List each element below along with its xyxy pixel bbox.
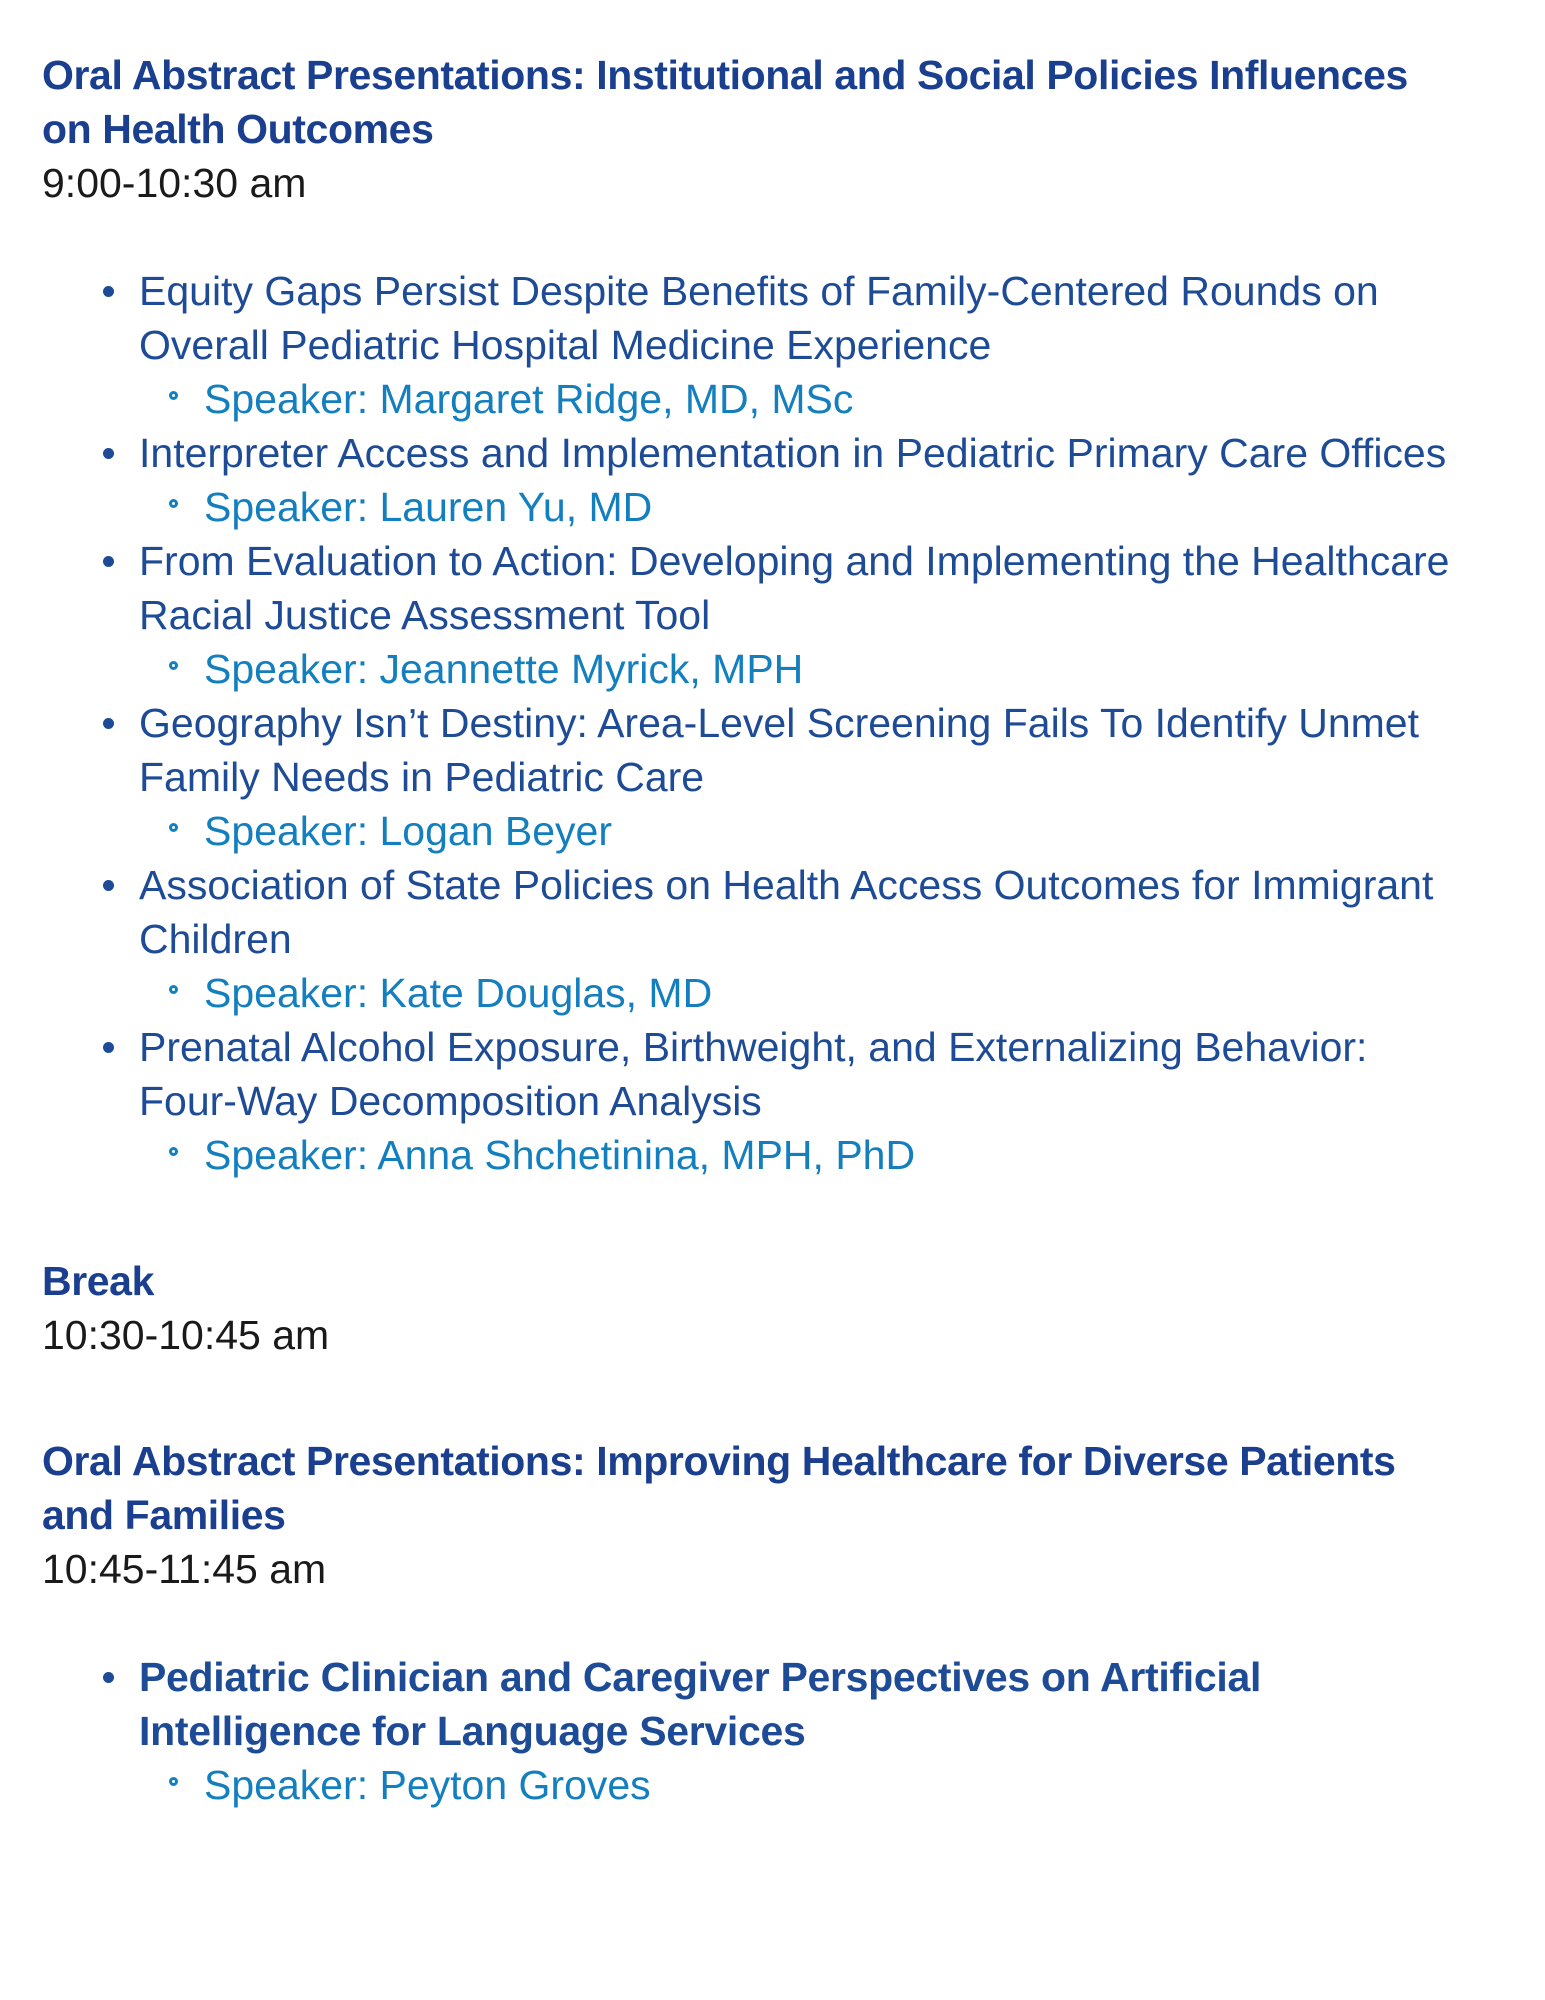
abstract-item [42,264,1485,426]
bullet-circle-icon [169,499,178,508]
speaker-text: Speaker: Lauren Yu, MD [204,484,653,530]
abstract-title: From Evaluation to Action: Developing and Implementing the Healthcare Racial Justice Assessment Tool [139,538,1450,638]
agenda-section [42,48,1485,1182]
bullet-dot-icon [103,1672,114,1683]
bullet-circle-icon [169,391,178,400]
speaker-item [139,480,1469,534]
session-title: Oral Abstract Presentations: Improving Healthcare for Diverse Patients and Families [42,1438,1396,1538]
abstract-item [42,1650,1485,1812]
agenda-section-break [42,1254,1485,1362]
speaker-item [139,642,1469,696]
speaker-text: Speaker: Kate Douglas, MD [204,970,713,1016]
speaker-text: Speaker: Anna Shchetinina, MPH, PhD [204,1132,916,1178]
session-title: Break [42,1258,154,1304]
speaker-text: Speaker: Logan Beyer [204,808,612,854]
abstract-item [42,696,1485,858]
speaker-text: Speaker: Peyton Groves [204,1762,651,1808]
abstract-item [42,1020,1485,1182]
abstract-title: Prenatal Alcohol Exposure, Birthweight, and Externalizing Behavior: Four-Way Decomposition Analysis [139,1024,1368,1124]
bullet-dot-icon [103,1042,114,1053]
speaker-item [139,1128,1469,1182]
agenda-section [42,1434,1485,1812]
abstract-title: Interpreter Access and Implementation in Pediatric Primary Care Offices [139,430,1447,476]
abstract-item [42,534,1485,696]
abstract-item [42,858,1485,1020]
abstract-title: Geography Isn’t Destiny: Area-Level Screening Fails To Identify Unmet Family Needs in Pediatric Care [139,700,1419,800]
abstract-title: Pediatric Clinician and Caregiver Perspectives on Artificial Intelligence for Language Services [139,1654,1262,1754]
abstract-item [42,426,1485,534]
bullet-dot-icon [103,448,114,459]
speaker-item [139,804,1469,858]
session-title: Oral Abstract Presentations: Institutional and Social Policies Influences on Health Outcomes [42,52,1408,152]
session-time: 10:30-10:45 am [42,1312,330,1358]
speaker-item [139,372,1469,426]
speaker-text: Speaker: Jeannette Myrick, MPH [204,646,804,692]
session-time: 10:45-11:45 am [42,1546,327,1592]
speaker-text: Speaker: Margaret Ridge, MD, MSc [204,376,854,422]
bullet-dot-icon [103,286,114,297]
abstract-list [42,264,1485,1182]
bullet-circle-icon [169,1147,178,1156]
bullet-circle-icon [169,661,178,670]
bullet-circle-icon [169,985,178,994]
bullet-dot-icon [103,556,114,567]
bullet-dot-icon [103,718,114,729]
speaker-item [139,1758,1469,1812]
abstract-title: Association of State Policies on Health Access Outcomes for Immigrant Children [139,862,1434,962]
speaker-item [139,966,1469,1020]
abstract-list [42,1650,1485,1812]
bullet-circle-icon [169,823,178,832]
bullet-dot-icon [103,880,114,891]
bullet-circle-icon [169,1777,178,1786]
abstract-title: Equity Gaps Persist Despite Benefits of Family-Centered Rounds on Overall Pediatric Hospital Medicine Experience [139,268,1379,368]
session-time: 9:00-10:30 am [42,160,307,206]
